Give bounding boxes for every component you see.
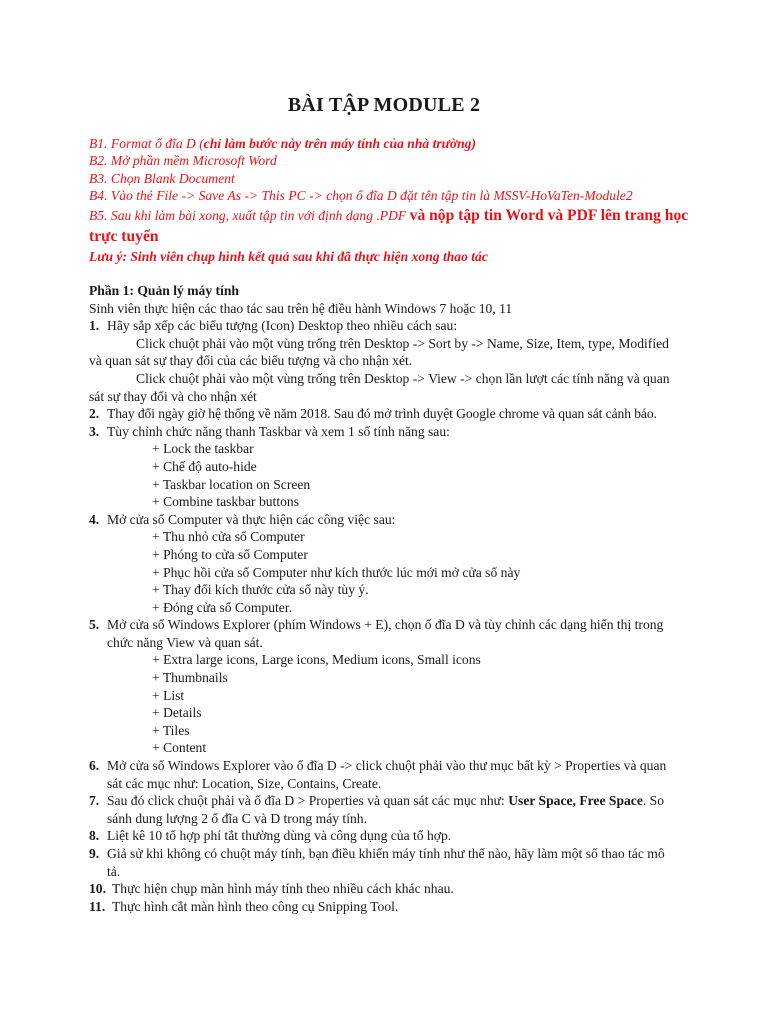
list-item	[89, 757, 679, 792]
item-number: 2.	[89, 406, 100, 422]
instruction-steps	[89, 135, 689, 265]
item-text-part: Sau đó click chuột phải và ổ đĩa D > Properties và quan sát các mục như:	[107, 793, 509, 809]
item-text: Thực hình cắt màn hình theo công cụ Snipping Tool.	[112, 898, 399, 914]
item-text: Mở cửa sổ Computer và thực hiện các công việc sau:	[107, 511, 396, 527]
sub-item: + Thu nhỏ cửa sổ Computer	[152, 529, 305, 545]
item-number: 11.	[89, 898, 106, 914]
sub-item: + Extra large icons, Large icons, Medium icons, Small icons	[152, 652, 481, 668]
item-number: 3.	[89, 423, 100, 439]
list-item	[89, 845, 679, 880]
step-b1-text: B1. Format ổ đĩa D (	[89, 136, 204, 151]
step-b2: B2. Mở phần mềm Microsoft Word	[89, 153, 277, 169]
sub-item: + Chế độ auto-hide	[152, 458, 257, 474]
step-b5-text: B5. Sau khi làm bài xong, xuất tập tin với định dạng .PDF	[89, 207, 410, 223]
item-number: 9.	[89, 846, 100, 861]
list-item	[89, 511, 679, 617]
item-text: Mở cửa sổ Windows Explorer vào ổ đĩa D -> click chuột phải vào thư mục bất kỳ > Properties và quan sát các mục như: Location, Size, Contains, Create.	[107, 758, 667, 791]
list-item	[89, 423, 679, 511]
step-b5	[89, 205, 689, 247]
sub-item: + Phóng to cửa sổ Computer	[152, 546, 308, 562]
item-text: Hãy sắp xếp các biểu tượng (Icon) Desktop theo nhiều cách sau:	[107, 318, 458, 334]
step-b4: B4. Vào thẻ File -> Save As -> This PC -> chọn ổ đĩa D đặt tên tập tin là MSSV-HoVaTen-Module2	[89, 188, 633, 204]
part1-intro: Sinh viên thực hiện các thao tác sau trên hệ điều hành Windows 7 hoặc 10, 11	[89, 300, 513, 316]
list-item	[89, 792, 679, 827]
step-b3: B3. Chọn Blank Document	[89, 170, 235, 186]
part1-section	[89, 282, 679, 915]
item-text-part: . So sánh dung lượng 2 ổ đĩa C và D trong máy tính.	[107, 793, 665, 826]
list-item	[89, 827, 679, 845]
item-number: 6.	[89, 758, 100, 774]
item-paragraph: Click chuột phải vào một vùng trống trên Desktop -> View -> chọn lần lượt các tính năng và quan sát sự thay đổi và cho nhận xét	[89, 370, 670, 404]
list-item	[89, 880, 679, 898]
item-paragraph: Click chuột phải vào một vùng trống trên Desktop -> Sort by -> Name, Size, Item, type, Modified và quan sát sự thay đổi của các biểu tượng và cho nhận xét.	[89, 335, 669, 369]
item-text: Thực hiện chụp màn hình máy tính theo nhiều cách khác nhau.	[112, 881, 454, 897]
note-text: Lưu ý: Sinh viên chụp hình kết quả sau khi đã thực hiện xong thao tác	[89, 248, 488, 264]
item-number: 10.	[89, 881, 106, 897]
step-b1	[89, 135, 689, 152]
item-number: 1.	[89, 318, 100, 334]
list-item	[89, 317, 679, 405]
sub-item: + Thay đổi kích thước cửa sổ này tùy ý.	[152, 582, 369, 598]
sub-item: + Phục hồi cửa sổ Computer như kích thước lúc mới mở cửa sổ này	[152, 564, 521, 580]
sub-item: + Tiles	[152, 722, 190, 738]
sub-item: + Thumbnails	[152, 670, 228, 686]
item-text: Giả sử khi không có chuột máy tính, bạn điều khiển máy tính như thế nào, hãy làm một số thao tác mô tả.	[107, 846, 665, 879]
item-text: Mở cửa sổ Windows Explorer (phím Windows + E), chọn ổ đĩa D và tùy chỉnh các dạng hiển thị trong chức năng View và quan sát.	[107, 617, 664, 650]
item-number: 5.	[89, 617, 100, 633]
item-number: 8.	[89, 828, 100, 844]
document-title: BÀI TẬP MODULE 2	[287, 94, 481, 116]
item-number: 4.	[89, 511, 100, 527]
part1-heading: Phần 1: Quản lý máy tính	[89, 283, 239, 298]
sub-item: + List	[152, 687, 185, 703]
sub-item: + Details	[152, 705, 202, 721]
sub-item: + Combine taskbar buttons	[152, 494, 299, 510]
list-item	[89, 898, 679, 916]
item-text	[107, 792, 679, 827]
list-item	[89, 405, 679, 423]
sub-item: + Content	[152, 740, 207, 756]
sub-item: + Đóng cửa sổ Computer.	[152, 599, 293, 615]
sub-item: + Taskbar location on Screen	[152, 476, 311, 492]
item-text: Liệt kê 10 tổ hợp phí tắt thường dùng và công dụng của tổ hợp.	[107, 828, 452, 844]
sub-item: + Lock the taskbar	[152, 441, 254, 457]
item-text: Thay đổi ngày giờ hệ thống về năm 2018. Sau đó mở trình duyệt Google chrome và quan sát cảnh báo.	[107, 406, 657, 422]
list-item	[89, 616, 679, 757]
item-text: Tùy chỉnh chức năng thanh Taskbar và xem 1 số tính năng sau:	[107, 423, 450, 439]
item-number: 7.	[89, 793, 100, 809]
item-text-emphasis: User Space, Free Space	[508, 793, 643, 809]
step-b1-emphasis: chỉ làm bước này trên máy tính của nhà trường)	[203, 136, 476, 151]
step-b5-emphasis: và nộp tập tin Word và PDF lên trang học trực tuyến	[89, 206, 689, 245]
